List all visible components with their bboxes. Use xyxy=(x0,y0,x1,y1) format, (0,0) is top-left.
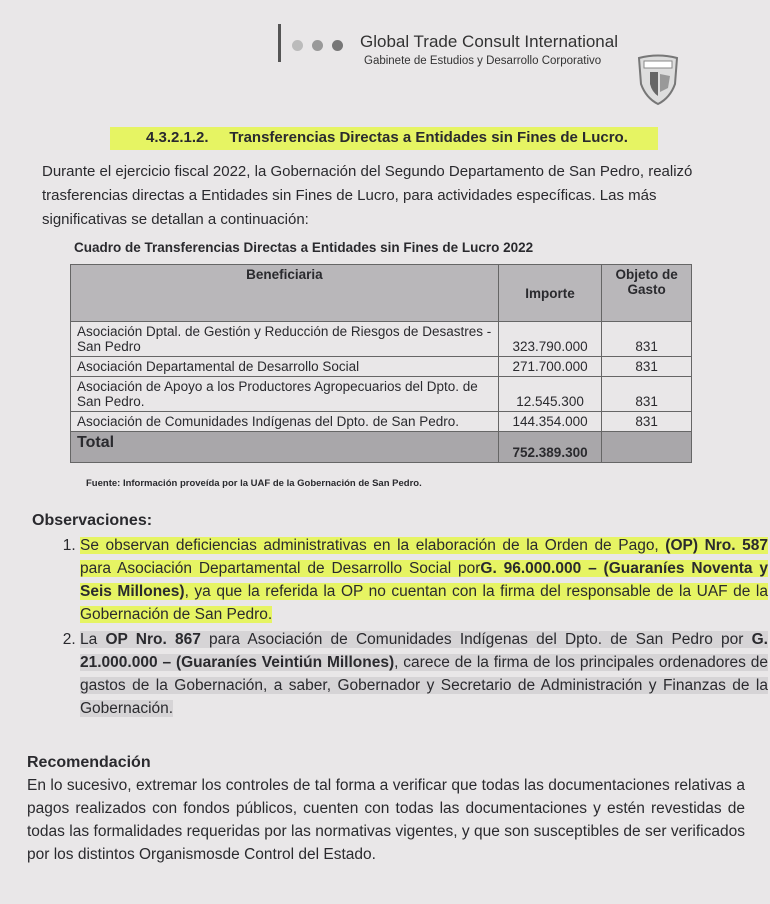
header-importe: Importe xyxy=(498,265,601,322)
org-subtitle: Gabinete de Estudios y Desarrollo Corporativo xyxy=(364,55,602,67)
dot-icon xyxy=(292,40,303,51)
table-row: Asociación de Comunidades Indígenas del Dpto. de San Pedro. 144.354.000 831 xyxy=(71,412,692,432)
table-row: Asociación Dptal. de Gestión y Reducción de Riesgos de Desastres - San Pedro 323.790.000 831 xyxy=(71,322,692,357)
dot-icon xyxy=(332,40,343,51)
total-row: Total 752.389.300 xyxy=(71,432,692,463)
table-row: Asociación de Apoyo a los Productores Agropecuarios del Dpto. de San Pedro. 12.545.300 831 xyxy=(71,377,692,412)
table-row: Asociación Departamental de Desarrollo Social 271.700.000 831 xyxy=(71,357,692,377)
table-caption: Cuadro de Transferencias Directas a Entidades sin Fines de Lucro 2022 xyxy=(74,240,534,255)
shield-logo-icon xyxy=(636,54,680,106)
recommendation-title: Recomendación xyxy=(27,754,151,771)
header-objeto: Objeto de Gasto xyxy=(602,265,692,322)
recommendation-text: En lo sucesivo, extremar los controles de tal forma a verificar que todas las documentaciones relativas a pagos realizados con fondos públicos, cuenten con todas las documentaciones y estén revestidas de todas las formalidades requeridas por las normativas vigentes, y que son susceptibles de ser verificados por los distintos Organismosde Control del Estado. xyxy=(27,777,745,863)
intro-paragraph: Durante el ejercicio fiscal 2022, la Gobernación del Segundo Departamento de San Pedro, realizó trasferencias directas a Entidades sin Fines de Lucro, para actividades específicas. Las más significativas se detallan a continuación: xyxy=(42,163,693,228)
dot-icon xyxy=(312,40,323,51)
header-beneficiaria: Beneficiaria xyxy=(71,265,499,322)
observations-list xyxy=(50,534,768,722)
transfers-table xyxy=(70,264,692,463)
list-item: 1. Se observan deficiencias administrativas en la elaboración de la Orden de Pago, (OP) Nro. 587 para Asociación Departamental de Desarrollo Social porG. 96.000.000 – (Guaraníes Noventa y Seis Millones), ya que la referida la OP no cuentan con la firma del responsable de la UAF de la Gobernación de San Pedro. xyxy=(80,534,768,626)
divider xyxy=(278,24,281,62)
org-name: Global Trade Consult International xyxy=(360,32,618,51)
list-item: 2. La OP Nro. 867 para Asociación de Comunidades Indígenas del Dpto. de San Pedro por G. 21.000.000 – (Guaraníes Veintiún Millones), carece de la firma de los principales ordenadores de gastos de la Gobernación, a saber, Gobernador y Secretario de Administración y Finanzas de la Gobernación. xyxy=(80,628,768,720)
letterhead xyxy=(278,22,698,112)
section-heading: 4.3.2.1.2. Transferencias Directas a Entidades sin Fines de Lucro. xyxy=(110,127,658,150)
table-source: Fuente: Información proveída por la UAF de la Gobernación de San Pedro. xyxy=(86,478,422,489)
observations-title: Observaciones: xyxy=(32,512,153,529)
